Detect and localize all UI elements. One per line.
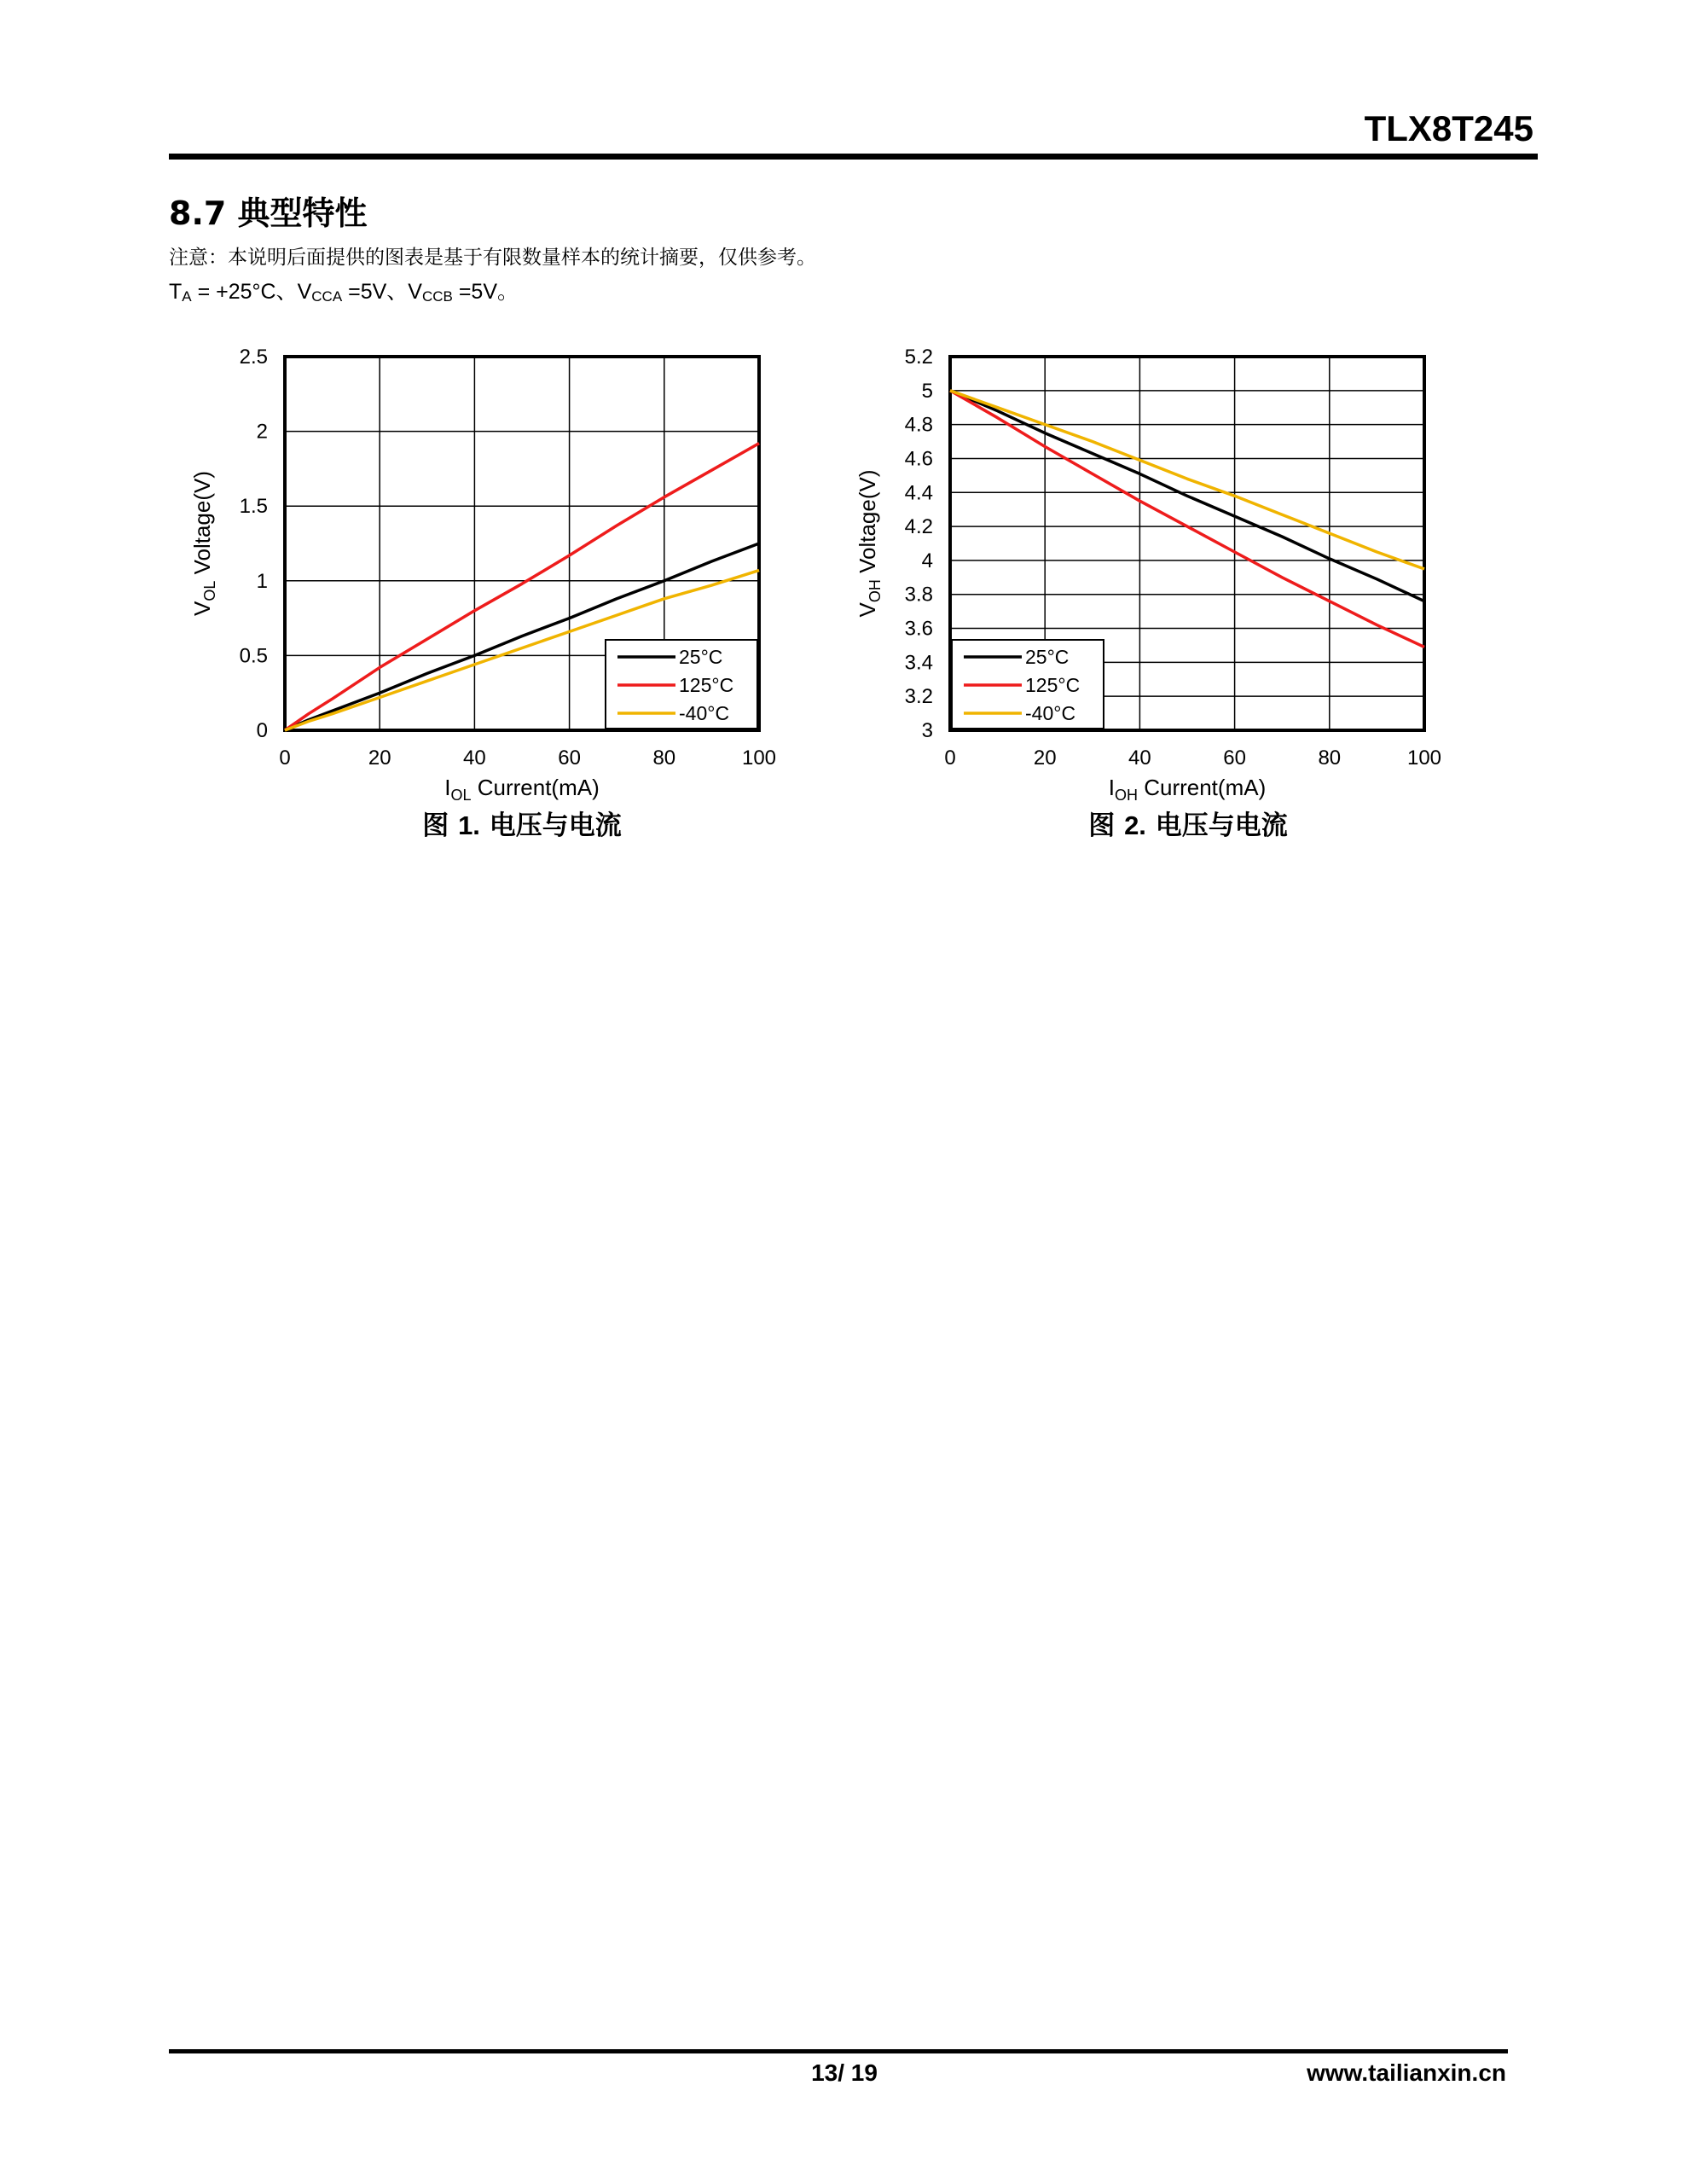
footer-url: www.tailianxin.cn xyxy=(1307,2059,1506,2086)
caption-text: 电压与电流 xyxy=(1145,810,1288,841)
y-tick-label: 0 xyxy=(256,719,268,742)
y-axis-label: $V_{OH}$ Voltage(V) xyxy=(855,469,884,618)
y-tick-label: 5.2 xyxy=(904,346,933,369)
vccb-symbol: V xyxy=(408,280,422,304)
x-tick-label: 80 xyxy=(1318,746,1342,770)
y-tick-label: 4.8 xyxy=(904,413,933,437)
caption-prefix: 图 xyxy=(422,810,459,841)
caption-number: 2. xyxy=(1124,810,1146,840)
footer-divider xyxy=(169,2049,1508,2053)
page-total: 19 xyxy=(850,2059,878,2086)
y-tick-label: 2 xyxy=(256,420,268,444)
ta-value: = +25°C、 xyxy=(191,280,298,304)
y-tick-label: 3.8 xyxy=(904,583,933,607)
header-divider xyxy=(169,154,1538,160)
page-number xyxy=(751,2058,938,2088)
test-conditions xyxy=(169,277,519,311)
chart-voh-vs-ioh xyxy=(844,333,1467,810)
y-tick-label: 2.5 xyxy=(239,346,268,369)
figure-caption-2 xyxy=(1009,809,1367,843)
y-tick-label: 1.5 xyxy=(239,495,268,519)
legend-label: -40°C xyxy=(679,702,730,724)
y-tick-label: 4.4 xyxy=(904,481,933,505)
y-tick-label: 4.6 xyxy=(904,447,933,471)
y-tick-label: 4 xyxy=(921,549,933,572)
x-tick-label: 0 xyxy=(944,746,956,770)
vcca-symbol: V xyxy=(297,280,312,304)
vcca-value: =5V、 xyxy=(342,280,409,304)
x-tick-label: 100 xyxy=(1406,746,1442,770)
legend-label: -40°C xyxy=(1025,702,1076,724)
caption-number: 1. xyxy=(458,810,480,840)
x-tick-label: 20 xyxy=(368,746,391,770)
figure-caption-1 xyxy=(343,809,701,843)
legend-label: 25°C xyxy=(679,646,723,668)
x-tick-label: 60 xyxy=(558,746,581,770)
vccb-subscript: CCB xyxy=(421,288,453,305)
caption-prefix: 图 xyxy=(1088,810,1125,841)
x-tick-label: 100 xyxy=(741,746,777,770)
y-axis-label: $V_{OL}$ Voltage(V) xyxy=(189,471,218,616)
vccb-value: =5V。 xyxy=(452,280,519,304)
x-tick-label: 60 xyxy=(1223,746,1246,770)
x-tick-label: 80 xyxy=(652,746,676,770)
y-tick-label: 5 xyxy=(921,379,933,403)
ta-symbol: T xyxy=(169,280,183,304)
y-tick-label: 3.6 xyxy=(904,617,933,641)
caption-text: 电压与电流 xyxy=(479,810,622,841)
page-current: 13/ xyxy=(811,2059,844,2086)
x-tick-label: 40 xyxy=(1128,746,1151,770)
x-tick-label: 0 xyxy=(279,746,291,770)
section-note: 注意：本说明后面提供的图表是基于有限数量样本的统计摘要，仅供参考。 xyxy=(169,247,816,269)
x-axis-label: $I_{OH}$ Current(mA) xyxy=(1108,775,1267,804)
y-tick-label: 1 xyxy=(256,569,268,593)
y-tick-label: 3.2 xyxy=(904,685,933,709)
y-tick-label: 3.4 xyxy=(904,651,933,675)
legend-label: 25°C xyxy=(1025,646,1070,668)
document-title: TLX8T245 xyxy=(1364,108,1533,148)
legend-label: 125°C xyxy=(679,674,734,696)
y-tick-label: 4.2 xyxy=(904,515,933,539)
section-title: 8.7 典型特性 xyxy=(169,195,368,232)
legend-label: 125°C xyxy=(1025,674,1081,696)
x-axis-label: $I_{OL}$ Current(mA) xyxy=(444,775,600,804)
vcca-subscript: CCA xyxy=(311,288,343,305)
y-tick-label: 0.5 xyxy=(239,644,268,668)
y-tick-label: 3 xyxy=(921,719,933,742)
chart-vol-vs-iol xyxy=(179,333,802,810)
ta-subscript: A xyxy=(182,288,192,305)
x-tick-label: 20 xyxy=(1033,746,1057,770)
x-tick-label: 40 xyxy=(463,746,486,770)
